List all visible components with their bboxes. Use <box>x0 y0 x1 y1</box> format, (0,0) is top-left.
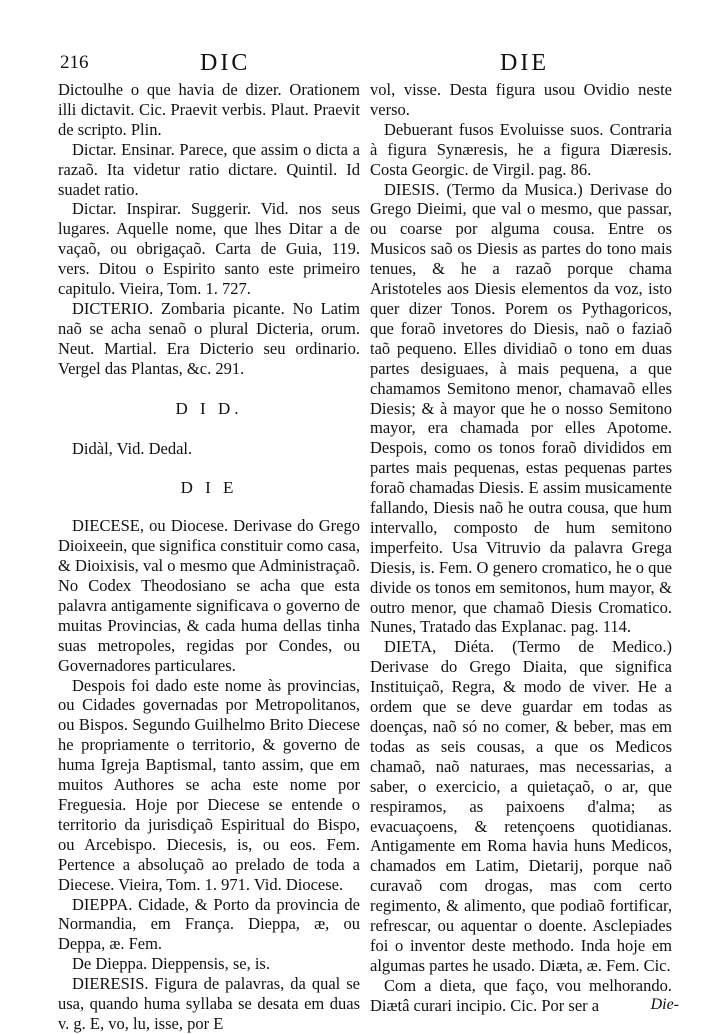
entry-dieresis-continued: vol, visse. Desta figura usou Ovidio neste verso. <box>370 80 672 119</box>
left-column-title: DIC <box>200 50 251 76</box>
left-column <box>58 80 360 1034</box>
entry-dicterio: DICTERIO. Zombaria picante. No Latim naõ se acha senaõ o plural Dicteria, orum. Neut. Martial. Era Dicterio seu ordinario. Vergel das Plantas, &c. 291. <box>58 298 360 378</box>
entry-dictar-inspirar: Dictar. Inspirar. Suggerir. Vid. nos seus lugares. Aquelle nome, que lhes Ditar a de vaçaõ, ou obrigaçaõ. Carta de Guia, 119. vers. Ditou o Espirito santo este primeiro capitulo. Vieira, Tom. 1. 727. <box>58 199 360 299</box>
catchword: Die- <box>650 996 679 1013</box>
entry-diecese-continued: Despois foi dado este nome às provincias, ou Cidades governadas por Metropolitanos, ou Bispos. Segundo Guilhelmo Brito Diecese he propriamente o territorio, & governo de huma Igreja Baptismal, tanto assim, que em muitos Authores se acha este nome por Freguesia. Hoje por Diecese se entende o territorio da jurisdiçaõ Espiritual do Bispo, ou Arcebispo. Diecesis, is, ou eos. Fem. Pertence a absoluçaõ ao prelado de toda a Diecese. Vieira, Tom. 1. 971. Vid. Diocese. <box>58 675 360 894</box>
verse-quotation: Debuerant fusos Evoluisse suos. Contraria à figura Synæresis, he a figura Diæresis. Costa Georgic. de Virgil. pag. 86. <box>370 119 672 179</box>
section-heading-die: D I E <box>180 478 238 498</box>
entry-didal: Didàl, Vid. Dedal. <box>72 438 193 458</box>
entry-dictar-continued: Dictoulhe o que havia de dizer. Orationem illi dictavit. Cic. Praevit verbis. Plaut. Praevit de scripto. Plin. <box>58 80 360 139</box>
entry-dieta: DIETA, Diéta. (Termo de Medico.) Derivase do Grego Diaita, que significa Instituiçaõ, Regra, & modo de viver. He a ordem que se deve guardar em todas as doenças, naõ só no comer, & beber, mas em todas as seis cousas, a que os Medicos chamaõ, naõ naturaes, mas necessarias, a saber, o exercicio, a quietaçaõ, o ar, que respiramos, as paixoens d'alma; as evacuaçoens, & retençoens quotidianas. Antigamente em Roma havia huns Medicos, chamados em Latim, Dietarij, porque naõ curavaõ com drogas, mas com certo regimento, & alimento, que podiaõ fortificar, refrescar, ou aquentar o doente. Asclepiades foi o inventor deste methodo. Inda hoje em algumas partes he usado. Diæta, æ. Fem. Cic. <box>370 637 672 975</box>
entry-diesis: DIESIS. (Termo da Musica.) Derivase do Grego Dieimi, que val o mesmo, que passar, ou coarse por alguma cousa. Entre os Musicos saõ os Diesis as partes do tono mais tenues, & he a razaõ porque chama Aristoteles aos Diesis elementos da voz, isto quer dizer Tonos. Porem os Pythagoricos, que foraõ invetores do Diesis, naõ o faziaõ taõ pequeno. Elles dividiaõ o tono em duas partes desiguaes, à mais pequena, a que chamamos Semitono menor, chamavaõ elles Diesis; & à mayor que he o nosso Semitono mayor, era chamada por elles Apotome. Despois, como os tonos foraõ divididos em partes mais pequenas, estas pequenas partes foraõ chamadas Diesis. E assim musicamente fallando, Diesis naõ he outra cousa, que hum intervallo, composto de hum semitono imperfeito. Usa Vitruvio da palavra Grega Diesis, is. Fem. O genero cromatico, he o que divide os tonos em semitonos, hum mayor, & outro menor, que chamaõ Diesis Cromatico. Nunes, Tratado das Explanac. pag. 114. <box>370 179 672 637</box>
entry-dictar-ensinar: Dictar. Ensinar. Parece, que assim o dicta a razaõ. Ita videtur ratio dictare. Quintil. Id suadet ratio. <box>58 139 360 199</box>
entry-dieppa: DIEPPA. Cidade, & Porto da provincia de Normandia, em França. Dieppa, æ, ou Deppa, æ. Fem. <box>58 894 360 954</box>
entry-dieta-usage: Com a dieta, que faço, vou melhorando. Diætâ curari incipio. Cic. Por ser a <box>370 975 672 1015</box>
page-number: 216 <box>60 52 89 73</box>
section-heading-did: D I D. <box>175 398 243 418</box>
entry-dieresis: DIERESIS. Figura de palavras, da qual se usa, quando huma syllaba se desata em duas v. g. E, vo, lu, isse, por E <box>58 974 360 1033</box>
entry-de-dieppa: De Dieppa. Dieppensis, se, is. <box>72 954 270 974</box>
entry-diecese: DIECESE, ou Diocese. Derivase do Grego Dioixeein, que significa constituir como casa, & Dioixisis, val o mesmo que Administraçaõ. No Codex Theodosiano se acha que esta palavra antigamente significava o governo de muitas Provincias, & cada huma dellas tinha suas metropoles, regidas por Condes, ou Governadores particulares. <box>58 516 360 675</box>
right-column-title: DIE <box>500 50 549 76</box>
right-column <box>370 80 672 1016</box>
